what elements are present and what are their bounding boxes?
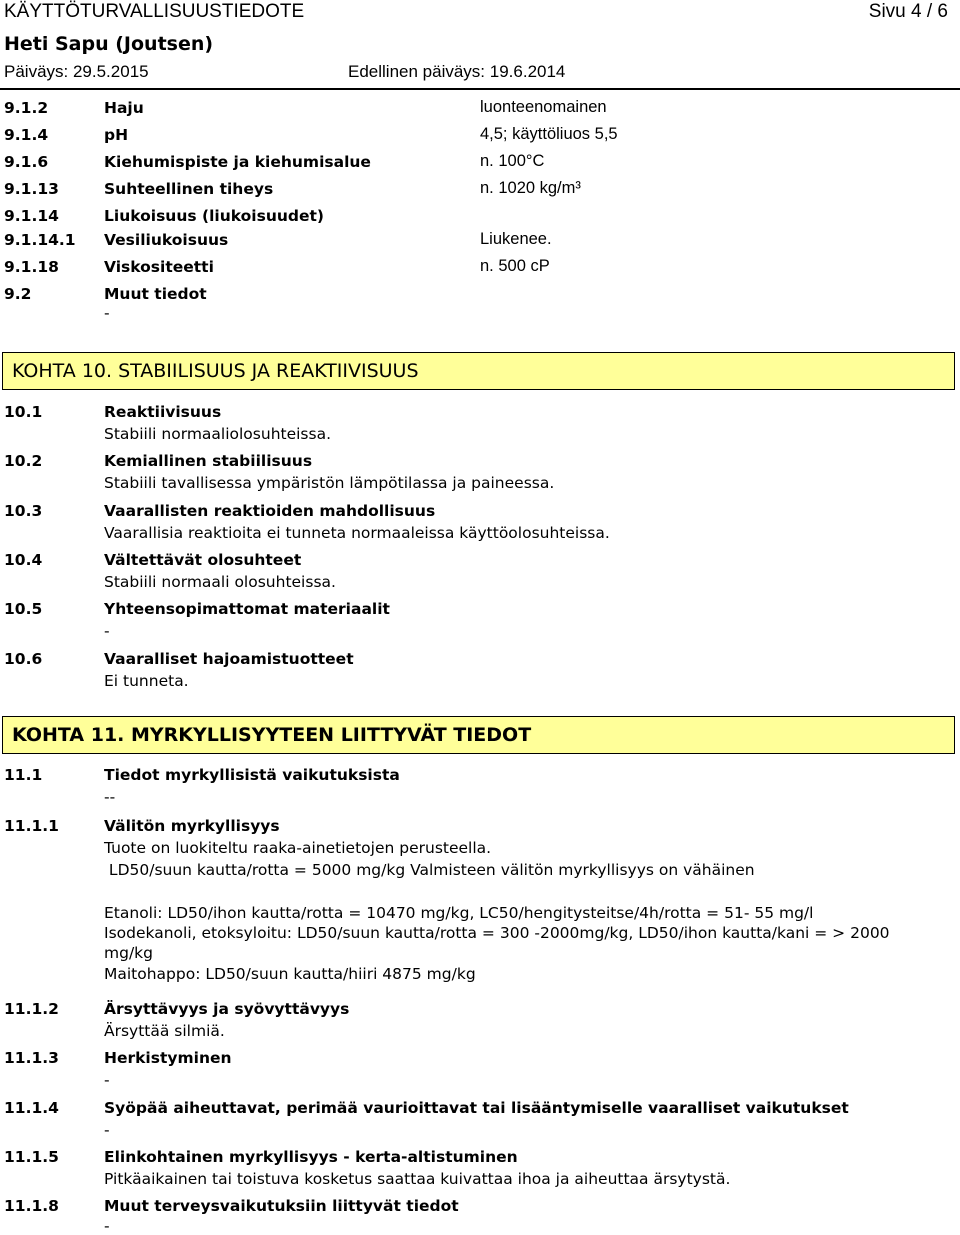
item-heading: Reaktiivisuus — [104, 403, 222, 421]
item-number: 11.1 — [4, 766, 43, 784]
prop-value: n. 100°C — [480, 152, 545, 170]
item-heading: Yhteensopimattomat materiaalit — [104, 600, 390, 618]
prop-number: 9.1.14.1 — [4, 231, 76, 249]
section-10-title: KOHTA 10. STABIILISUUS JA REAKTIIVISUUS — [12, 360, 419, 382]
item-text: Ärsyttää silmiä. — [104, 1022, 225, 1040]
prop-label: Kiehumispiste ja kiehumisalue — [104, 153, 371, 171]
page-number: Sivu 4 / 6 — [868, 1, 948, 22]
item-text: LD50/suun kautta/rotta = 5000 mg/kg Valmisteen välitön myrkyllisyys on vähäinen — [104, 861, 755, 879]
revision-date: Päiväys: 29.5.2015 — [4, 62, 149, 81]
prop-number: 9.1.13 — [4, 180, 59, 198]
item-heading: Kemiallinen stabiilisuus — [104, 452, 313, 470]
prop-label: Muut tiedot — [104, 285, 207, 303]
product-name: Heti Sapu (Joutsen) — [4, 33, 214, 55]
item-heading: Muut terveysvaikutuksiin liittyvät tiedot — [104, 1197, 459, 1215]
item-heading: Ärsyttävyys ja syövyttävyys — [104, 1000, 350, 1018]
previous-revision-date: Edellinen päiväys: 19.6.2014 — [348, 62, 566, 81]
item-text: Stabiili tavallisessa ympäristön lämpötilassa ja paineessa. — [104, 474, 555, 492]
item-text: Isodekanoli, etoksyloitu: LD50/suun kautta/rotta = 300 -2000mg/kg, LD50/ihon kautta/kani = > 2000 — [104, 924, 890, 942]
item-number: 10.1 — [4, 403, 43, 421]
header-divider — [0, 88, 960, 90]
item-heading: Herkistyminen — [104, 1049, 232, 1067]
item-text: - — [104, 1121, 110, 1139]
item-heading: Elinkohtainen myrkyllisyys - kerta-altistuminen — [104, 1148, 518, 1166]
prop-number: 9.1.14 — [4, 207, 59, 225]
item-number: 10.4 — [4, 551, 43, 569]
prop-label: pH — [104, 126, 129, 144]
item-text: Ei tunneta. — [104, 672, 189, 690]
item-text: - — [104, 622, 110, 640]
section-11-header — [2, 716, 955, 754]
prop-number: 9.1.2 — [4, 99, 49, 117]
item-number: 10.3 — [4, 502, 43, 520]
prop-value: n. 1020 kg/m³ — [480, 179, 581, 197]
item-text: Etanoli: LD50/ihon kautta/rotta = 10470 mg/kg, LC50/hengitysteitse/4h/rotta = 51- 55 mg/l — [104, 904, 814, 922]
prop-number: 9.2 — [4, 285, 32, 303]
item-heading: Välitön myrkyllisyys — [104, 817, 280, 835]
item-text: Vaarallisia reaktioita ei tunneta normaaleissa käyttöolosuhteissa. — [104, 524, 610, 542]
item-text: mg/kg — [104, 944, 153, 962]
item-number: 11.1.4 — [4, 1099, 59, 1117]
prop-number: 9.1.18 — [4, 258, 59, 276]
item-text: Tuote on luokiteltu raaka-ainetietojen perusteella. — [104, 839, 492, 857]
item-number: 11.1.2 — [4, 1000, 59, 1018]
item-heading: Syöpää aiheuttavat, perimää vaurioittavat tai lisääntymiselle vaaralliset vaikutukset — [104, 1099, 849, 1117]
item-text: Stabiili normaali olosuhteissa. — [104, 573, 336, 591]
item-text: - — [104, 1217, 110, 1235]
item-number: 10.5 — [4, 600, 43, 618]
section-11-title: KOHTA 11. MYRKYLLISYYTEEN LIITTYVÄT TIEDOT — [12, 724, 532, 746]
prop-label: Viskositeetti — [104, 258, 214, 276]
item-number: 11.1.8 — [4, 1197, 59, 1215]
prop-number: 9.1.6 — [4, 153, 49, 171]
prop-value: Liukenee. — [480, 230, 552, 248]
item-number: 11.1.1 — [4, 817, 59, 835]
item-text: Maitohappo: LD50/suun kautta/hiiri 4875 mg/kg — [104, 965, 476, 983]
item-text: - — [104, 1071, 110, 1089]
prop-number: 9.1.4 — [4, 126, 49, 144]
item-heading: Vaaralliset hajoamistuotteet — [104, 650, 354, 668]
item-number: 10.2 — [4, 452, 43, 470]
item-heading: Tiedot myrkyllisistä vaikutuksista — [104, 766, 400, 784]
item-number: 11.1.3 — [4, 1049, 59, 1067]
item-text: -- — [104, 788, 116, 806]
prop-label: Liukoisuus (liukoisuudet) — [104, 207, 324, 225]
prop-dash: - — [104, 304, 110, 322]
prop-label: Vesiliukoisuus — [104, 231, 229, 249]
prop-value: luonteenomainen — [480, 98, 607, 116]
document-title: KÄYTTÖTURVALLISUUSTIEDOTE — [4, 1, 305, 22]
item-number: 11.1.5 — [4, 1148, 59, 1166]
prop-label: Suhteellinen tiheys — [104, 180, 274, 198]
item-text: Stabiili normaaliolosuhteissa. — [104, 425, 332, 443]
prop-label: Haju — [104, 99, 144, 117]
item-number: 10.6 — [4, 650, 43, 668]
item-heading: Vältettävät olosuhteet — [104, 551, 302, 569]
item-heading: Vaarallisten reaktioiden mahdollisuus — [104, 502, 436, 520]
item-text: Pitkäaikainen tai toistuva kosketus saattaa kuivattaa ihoa ja aiheuttaa ärsytystä. — [104, 1170, 731, 1188]
section-10-header — [2, 352, 955, 390]
prop-value: n. 500 cP — [480, 257, 550, 275]
prop-value: 4,5; käyttöliuos 5,5 — [480, 125, 618, 143]
